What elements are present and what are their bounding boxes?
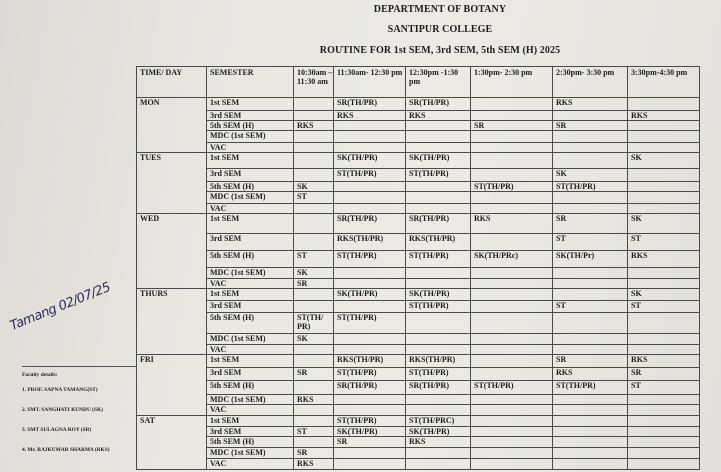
handwritten-signature: Tamang 02/07/25 [8, 280, 113, 334]
schedule-cell [471, 98, 553, 111]
semester-cell: VAC [207, 204, 294, 214]
table-row [137, 313, 700, 334]
schedule-cell [628, 437, 700, 448]
schedule-cell: SR [553, 355, 628, 368]
schedule-cell: ST [553, 234, 628, 251]
table-row [137, 169, 700, 182]
day-cell [137, 395, 207, 405]
schedule-cell: RKS [294, 121, 334, 131]
schedule-cell [406, 395, 471, 405]
schedule-cell [294, 416, 334, 427]
day-cell [137, 381, 207, 395]
semester-cell: 3rd SEM [207, 234, 294, 251]
day-cell [137, 313, 207, 334]
schedule-cell: SR [294, 279, 334, 289]
schedule-cell [628, 416, 700, 427]
schedule-cell: ST(TH/PR) [334, 368, 406, 381]
day-cell [137, 368, 207, 381]
schedule-cell [628, 395, 700, 405]
schedule-cell [406, 268, 471, 279]
schedule-cell [406, 345, 471, 355]
semester-cell: 1st SEM [207, 355, 294, 368]
schedule-cell [471, 301, 553, 313]
schedule-cell: ST(TH/ PR) [294, 313, 334, 334]
schedule-cell [471, 279, 553, 289]
column-header: 3:30pm-4:30 pm [628, 67, 700, 98]
semester-cell: 1st SEM [207, 153, 294, 169]
day-cell [137, 268, 207, 279]
semester-cell: VAC [207, 345, 294, 355]
schedule-cell [553, 416, 628, 427]
schedule-cell: SR [471, 121, 553, 131]
semester-cell: 3rd SEM [207, 368, 294, 381]
table-row [137, 153, 700, 169]
schedule-cell [628, 143, 700, 153]
schedule-cell [471, 459, 553, 470]
table-row [137, 98, 700, 111]
schedule-cell [406, 279, 471, 289]
semester-cell: 1st SEM [207, 98, 294, 111]
faculty-member: 1. PROF. SAPNA TAMANG(ST) [22, 387, 98, 393]
schedule-cell [294, 405, 334, 416]
schedule-cell [334, 279, 406, 289]
schedule-cell [334, 204, 406, 214]
schedule-cell [294, 98, 334, 111]
schedule-cell [406, 448, 471, 459]
schedule-cell [471, 334, 553, 345]
table-row [137, 459, 700, 470]
schedule-cell: ST(TH/PR) [334, 313, 406, 334]
table-row [137, 204, 700, 214]
schedule-cell [553, 153, 628, 169]
schedule-cell: ST [294, 427, 334, 437]
schedule-cell: ST(TH/PR) [334, 169, 406, 182]
schedule-cell: SR(TH/PR) [334, 381, 406, 395]
column-header: 2:30pm- 3:30 pm [553, 67, 628, 98]
semester-cell: 5th SEM (H) [207, 437, 294, 448]
schedule-cell: RKS [628, 111, 700, 121]
schedule-cell [334, 405, 406, 416]
semester-cell: 5th SEM (H) [207, 182, 294, 192]
schedule-cell: ST(TH/PR) [553, 182, 628, 192]
schedule-cell: SR [294, 448, 334, 459]
schedule-cell: RKS [471, 214, 553, 234]
semester-cell: MDC (1st SEM) [207, 131, 294, 143]
schedule-cell [294, 131, 334, 143]
schedule-cell: ST(TH/PR) [553, 381, 628, 395]
semester-cell: 1st SEM [207, 214, 294, 234]
table-row [137, 427, 700, 437]
schedule-cell: ST(TH/PR) [334, 416, 406, 427]
schedule-cell [294, 234, 334, 251]
schedule-cell [406, 131, 471, 143]
table-row [137, 368, 700, 381]
semester-cell: 3rd SEM [207, 169, 294, 182]
day-cell: WED [137, 214, 207, 234]
schedule-cell [406, 143, 471, 153]
schedule-cell: SK(TH/Pr) [553, 251, 628, 268]
semester-cell: 1st SEM [207, 289, 294, 301]
schedule-cell [553, 334, 628, 345]
schedule-cell: ST [294, 192, 334, 204]
schedule-cell [471, 192, 553, 204]
schedule-cell [334, 459, 406, 470]
day-cell [137, 459, 207, 470]
schedule-cell [294, 143, 334, 153]
schedule-cell [334, 448, 406, 459]
schedule-cell [553, 143, 628, 153]
day-cell [137, 143, 207, 153]
schedule-cell [628, 131, 700, 143]
schedule-cell [406, 182, 471, 192]
schedule-cell: SK(TH/PR) [334, 153, 406, 169]
day-cell [137, 279, 207, 289]
schedule-cell [334, 301, 406, 313]
day-cell [137, 121, 207, 131]
schedule-cell [294, 204, 334, 214]
department-heading: DEPARTMENT OF BOTANY [373, 4, 507, 15]
day-cell [137, 169, 207, 182]
schedule-cell: SR(TH/PR) [334, 214, 406, 234]
day-cell: FRI [137, 355, 207, 368]
schedule-cell [471, 289, 553, 301]
day-cell [137, 234, 207, 251]
schedule-cell: ST [553, 301, 628, 313]
schedule-cell [553, 345, 628, 355]
schedule-cell: SK(TH/PR) [406, 427, 471, 437]
day-cell [137, 192, 207, 204]
routine-table [136, 66, 700, 470]
schedule-cell [628, 459, 700, 470]
college-heading: SANTIPUR COLLEGE [387, 24, 493, 35]
schedule-cell: SR [628, 368, 700, 381]
column-header: TIME/ DAY [137, 67, 207, 98]
schedule-cell [406, 204, 471, 214]
schedule-cell: SR(TH/PR) [334, 98, 406, 111]
schedule-cell: ST(TH/PR) [471, 182, 553, 192]
schedule-cell [628, 204, 700, 214]
semester-cell: MDC (1st SEM) [207, 268, 294, 279]
schedule-cell: SK(TH/PR) [406, 153, 471, 169]
schedule-cell: SK(TH/PR) [334, 289, 406, 301]
schedule-cell [553, 289, 628, 301]
schedule-cell [334, 345, 406, 355]
schedule-cell: RKS(TH/PR) [334, 234, 406, 251]
schedule-cell: ST [628, 234, 700, 251]
schedule-cell [294, 169, 334, 182]
schedule-cell [471, 169, 553, 182]
table-row [137, 355, 700, 368]
schedule-cell: SR [334, 437, 406, 448]
schedule-cell [553, 204, 628, 214]
schedule-cell: RKS(TH/PR) [406, 234, 471, 251]
schedule-cell: ST(TH/PR) [471, 381, 553, 395]
day-cell [137, 204, 207, 214]
schedule-cell [628, 427, 700, 437]
schedule-cell [628, 448, 700, 459]
schedule-cell: ST(TH/PR) [406, 169, 471, 182]
schedule-cell [406, 192, 471, 204]
schedule-cell [628, 121, 700, 131]
schedule-cell [628, 405, 700, 416]
day-cell [137, 334, 207, 345]
schedule-cell [294, 381, 334, 395]
schedule-cell: RKS(TH/PR) [334, 355, 406, 368]
schedule-cell [628, 169, 700, 182]
schedule-cell [471, 268, 553, 279]
day-cell [137, 301, 207, 313]
column-header: 11:30am- 12:30 pm [334, 67, 406, 98]
schedule-cell [334, 131, 406, 143]
schedule-cell: ST(TH/PR) [406, 251, 471, 268]
day-cell: TUES [137, 153, 207, 169]
semester-cell: MDC (1st SEM) [207, 192, 294, 204]
schedule-cell: SK [628, 153, 700, 169]
schedule-cell: SR [294, 368, 334, 381]
table-row [137, 334, 700, 345]
faculty-member: 2. SMT. SANGHATI KUNDU (SK) [22, 407, 103, 413]
schedule-cell [406, 405, 471, 416]
table-row [137, 182, 700, 192]
schedule-cell: RKS [553, 368, 628, 381]
schedule-cell: RKS [406, 111, 471, 121]
schedule-cell [471, 416, 553, 427]
schedule-cell [471, 111, 553, 121]
semester-cell: MDC (1st SEM) [207, 448, 294, 459]
schedule-cell: RKS [553, 98, 628, 111]
schedule-cell [406, 121, 471, 131]
schedule-cell [406, 334, 471, 345]
schedule-cell [294, 111, 334, 121]
faculty-title: Faculty details: [22, 372, 58, 378]
schedule-cell: ST [628, 301, 700, 313]
day-cell [137, 437, 207, 448]
schedule-cell: SR(TH/PR) [406, 98, 471, 111]
schedule-cell [334, 395, 406, 405]
schedule-cell: ST [628, 381, 700, 395]
schedule-cell [628, 313, 700, 334]
schedule-cell: RKS [628, 355, 700, 368]
table-row [137, 395, 700, 405]
table-header-row [137, 67, 700, 98]
schedule-cell [294, 214, 334, 234]
semester-cell: VAC [207, 143, 294, 153]
semester-cell: VAC [207, 279, 294, 289]
schedule-cell [294, 355, 334, 368]
schedule-cell [334, 182, 406, 192]
schedule-cell [471, 448, 553, 459]
semester-cell: 3rd SEM [207, 427, 294, 437]
schedule-cell [471, 234, 553, 251]
schedule-cell [334, 334, 406, 345]
table-row [137, 121, 700, 131]
table-row [137, 234, 700, 251]
column-header: 1:30pm- 2:30 pm [471, 67, 553, 98]
schedule-cell: SK(TH/PR) [334, 427, 406, 437]
day-cell: SAT [137, 416, 207, 427]
schedule-cell [553, 405, 628, 416]
schedule-cell: SK [628, 214, 700, 234]
semester-cell: 1st SEM [207, 416, 294, 427]
column-header: 12:30pm -1:30 pm [406, 67, 471, 98]
semester-cell: 5th SEM (H) [207, 121, 294, 131]
schedule-cell [553, 131, 628, 143]
schedule-cell [553, 448, 628, 459]
semester-cell: 5th SEM (H) [207, 313, 294, 334]
semester-cell: 5th SEM (H) [207, 381, 294, 395]
schedule-cell: ST(TH/PRC) [406, 416, 471, 427]
day-cell [137, 427, 207, 437]
table-row [137, 192, 700, 204]
schedule-cell [406, 459, 471, 470]
schedule-cell [471, 143, 553, 153]
semester-cell: 3rd SEM [207, 301, 294, 313]
schedule-cell [334, 121, 406, 131]
schedule-cell [553, 427, 628, 437]
table-row [137, 345, 700, 355]
schedule-cell: RKS [294, 395, 334, 405]
schedule-cell [628, 334, 700, 345]
table-row [137, 437, 700, 448]
schedule-cell [294, 289, 334, 301]
schedule-cell [334, 143, 406, 153]
semester-cell: 5th SEM (H) [207, 251, 294, 268]
schedule-cell [471, 345, 553, 355]
table-row [137, 381, 700, 395]
day-cell [137, 345, 207, 355]
table-row [137, 279, 700, 289]
schedule-cell [628, 182, 700, 192]
table-row [137, 301, 700, 313]
semester-cell: MDC (1st SEM) [207, 395, 294, 405]
day-cell [137, 251, 207, 268]
schedule-cell [628, 98, 700, 111]
schedule-cell: RKS(TH/PR) [406, 355, 471, 368]
faculty-divider [22, 366, 136, 367]
schedule-cell [471, 204, 553, 214]
schedule-cell: SK(TH/PRc) [471, 251, 553, 268]
schedule-cell [471, 153, 553, 169]
schedule-cell [553, 268, 628, 279]
schedule-cell: SR [553, 214, 628, 234]
schedule-cell [334, 192, 406, 204]
schedule-cell [471, 313, 553, 334]
column-header: SEMESTER [207, 67, 294, 98]
table-row [137, 251, 700, 268]
schedule-cell [471, 131, 553, 143]
schedule-cell: ST(TH/PR) [334, 251, 406, 268]
schedule-cell [294, 301, 334, 313]
schedule-cell [628, 268, 700, 279]
schedule-cell: SK [294, 182, 334, 192]
schedule-cell [471, 355, 553, 368]
schedule-cell [471, 395, 553, 405]
day-cell: MON [137, 98, 207, 111]
day-cell [137, 111, 207, 121]
faculty-details [22, 372, 137, 467]
schedule-cell: RKS [628, 251, 700, 268]
table-row [137, 143, 700, 153]
schedule-cell [294, 345, 334, 355]
day-cell [137, 131, 207, 143]
schedule-cell: RKS [334, 111, 406, 121]
table-row [137, 448, 700, 459]
schedule-cell [406, 313, 471, 334]
schedule-cell: SK [553, 169, 628, 182]
schedule-cell [334, 268, 406, 279]
semester-cell: 3rd SEM [207, 111, 294, 121]
semester-cell: VAC [207, 405, 294, 416]
schedule-cell: ST(TH/PR) [406, 301, 471, 313]
schedule-cell: SK(TH/PR) [406, 289, 471, 301]
schedule-cell [471, 437, 553, 448]
schedule-cell [553, 279, 628, 289]
table-row [137, 131, 700, 143]
schedule-cell [628, 345, 700, 355]
schedule-cell: RKS [294, 459, 334, 470]
table-row [137, 214, 700, 234]
schedule-cell [553, 395, 628, 405]
table-row [137, 111, 700, 121]
schedule-cell [553, 313, 628, 334]
column-header: 10:30am – 11:30 am [294, 67, 334, 98]
schedule-cell [553, 437, 628, 448]
schedule-cell: SK [294, 334, 334, 345]
table-row [137, 289, 700, 301]
routine-title: ROUTINE FOR 1st SEM, 3rd SEM, 5th SEM (H) 2025 [319, 45, 561, 56]
schedule-cell [294, 153, 334, 169]
schedule-cell [471, 427, 553, 437]
schedule-cell: SR(TH/PR) [406, 381, 471, 395]
day-cell [137, 182, 207, 192]
schedule-cell: SR(TH/PR) [406, 214, 471, 234]
schedule-cell [553, 192, 628, 204]
schedule-cell [553, 459, 628, 470]
schedule-cell [628, 192, 700, 204]
schedule-cell: SK [294, 268, 334, 279]
table-row [137, 268, 700, 279]
schedule-cell [471, 405, 553, 416]
schedule-cell [553, 111, 628, 121]
day-cell [137, 448, 207, 459]
schedule-cell: ST(TH/PR) [406, 368, 471, 381]
schedule-cell: RKS [406, 437, 471, 448]
faculty-member: 3. SMT SULAGNA ROY (SR) [22, 427, 92, 433]
schedule-cell [471, 368, 553, 381]
schedule-cell: SK [628, 289, 700, 301]
faculty-member: 4. Mr. RAJKUMAR SHARMA (RKS) [22, 447, 110, 453]
schedule-cell [628, 279, 700, 289]
schedule-cell [294, 437, 334, 448]
semester-cell: MDC (1st SEM) [207, 334, 294, 345]
day-cell: THURS [137, 289, 207, 301]
day-cell [137, 405, 207, 416]
schedule-cell: ST [294, 251, 334, 268]
schedule-cell: SR [553, 121, 628, 131]
semester-cell: VAC [207, 459, 294, 470]
table-row [137, 405, 700, 416]
table-row [137, 416, 700, 427]
